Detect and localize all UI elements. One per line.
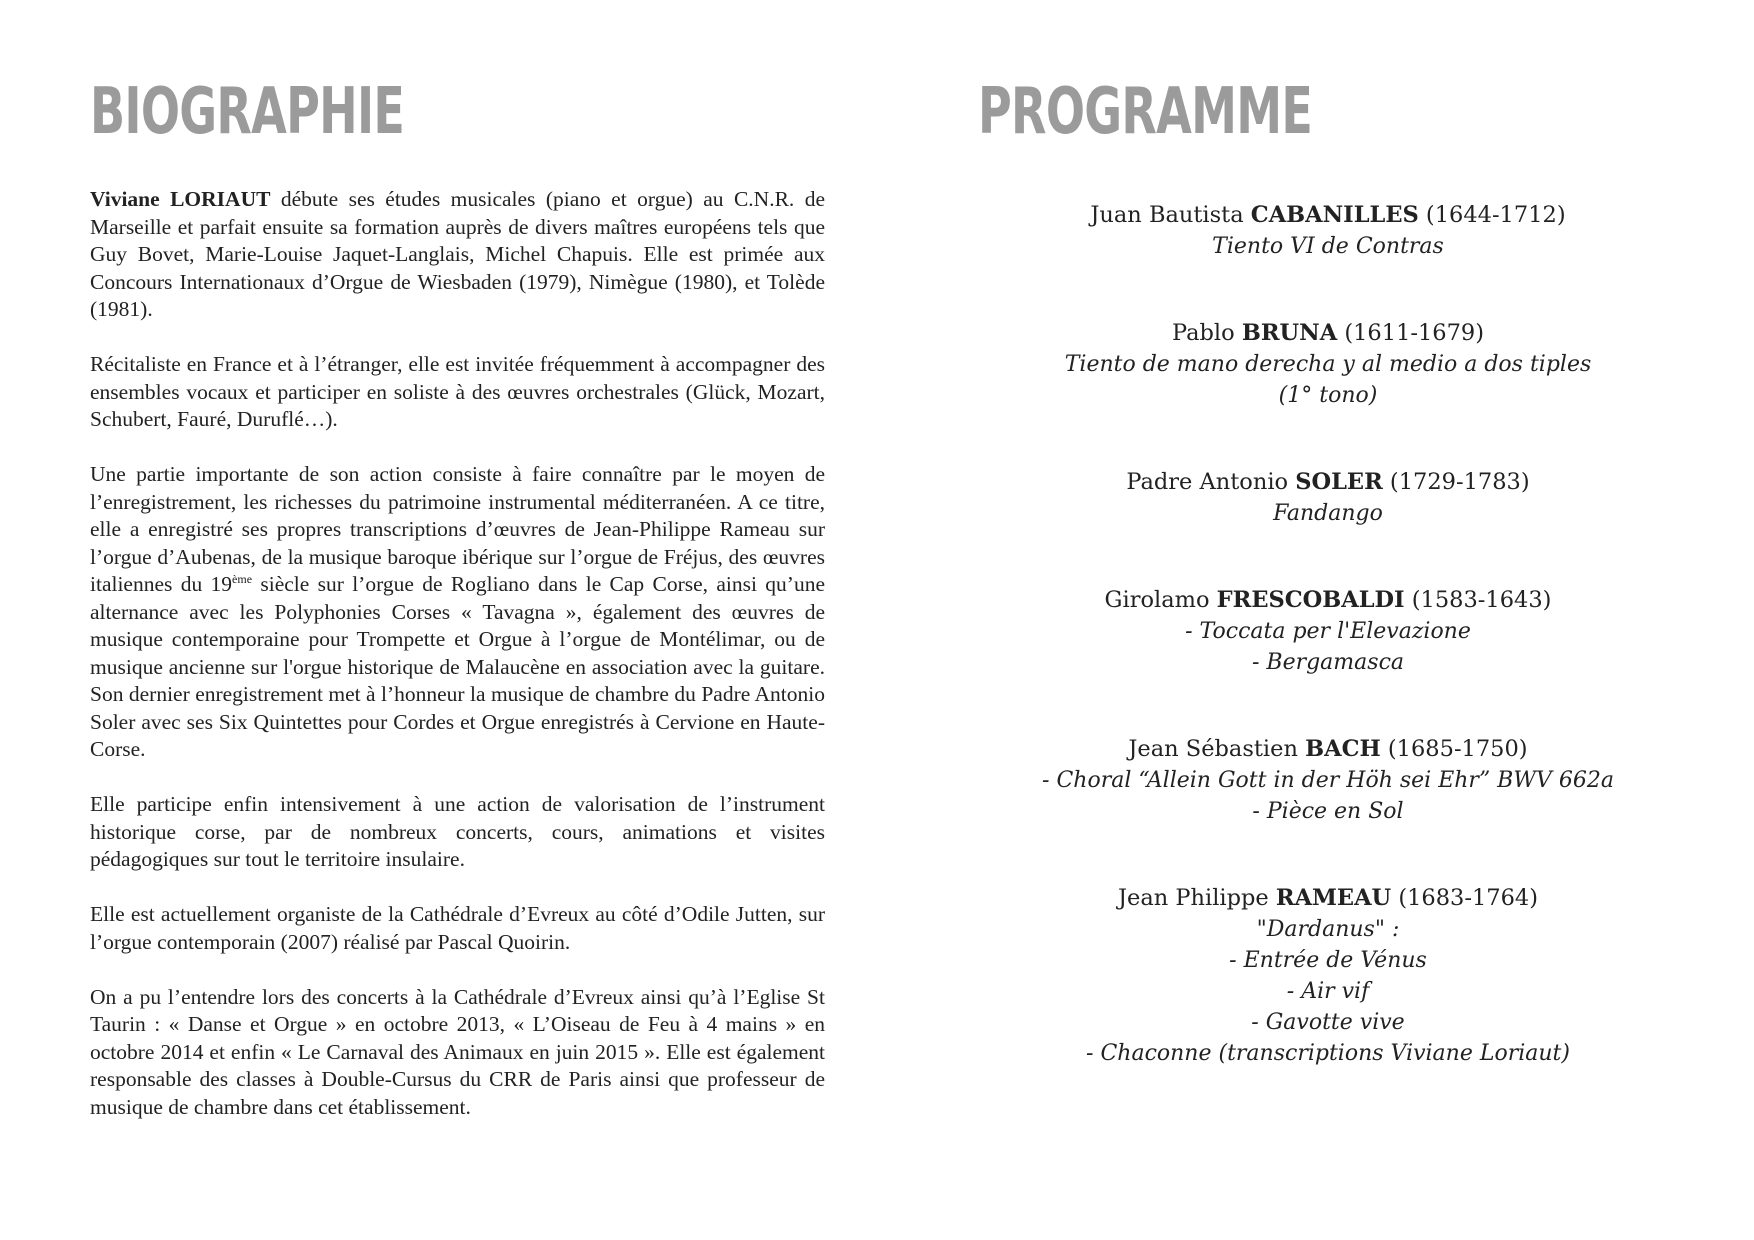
composer-first-name: Jean Philippe [1117, 885, 1276, 911]
composer-first-name: Juan Bautista [1090, 202, 1251, 228]
programme-heading: PROGRAMME [978, 75, 1313, 149]
composer-last-name: SOLER [1295, 469, 1383, 495]
biography-heading: BIOGRAPHIE [90, 75, 405, 149]
programme-entry [978, 200, 1678, 262]
piece-title: - Choral “Allein Gott in der Höh sei Ehr” BWV 662a [1042, 768, 1614, 793]
programme-entry [978, 467, 1678, 529]
composer-dates: (1729-1783) [1382, 469, 1530, 495]
piece-title: Tiento VI de Contras [1212, 234, 1444, 259]
biography-paragraph: Elle est actuellement organiste de la Cathédrale d’Evreux au côté d’Odile Jutten, sur l’orgue contemporain (2007) réalisé par Pascal Quoirin. [90, 902, 825, 954]
composer-first-name: Girolamo [1104, 587, 1217, 613]
biography-paragraph: On a pu l’entendre lors des concerts à la Cathédrale d’Evreux ainsi qu’à l’Eglise St Taurin : « Danse et Orgue » en octobre 2013, « L’Oiseau de Feu à 4 mains » en octobre 2014 et enfin « Le Carnaval des Animaux en juin 2015 ». Elle est également responsable des classes à Double-Cursus du CRR de Paris ainsi que professeur de musique de chambre dans cet établissement. [90, 984, 825, 1119]
biography-column [90, 75, 825, 1149]
programme-entry [978, 734, 1678, 827]
composer-dates: (1583-1643) [1404, 587, 1552, 613]
piece-title: - Air vif [1286, 979, 1370, 1004]
composer-first-name: Jean Sébastien [1128, 736, 1306, 762]
composer-dates: (1611-1679) [1337, 320, 1485, 346]
programme-list [978, 200, 1678, 1069]
programme-entry [978, 585, 1678, 678]
composer-last-name: BRUNA [1241, 320, 1338, 346]
programme-entry [978, 883, 1678, 1069]
composer-first-name: Padre Antonio [1126, 469, 1296, 495]
superscript: ème [232, 571, 253, 586]
composer-dates: (1683-1764) [1391, 885, 1539, 911]
biography-paragraph [90, 186, 825, 324]
piece-title: - Entrée de Vénus [1229, 948, 1427, 973]
biography-paragraph-text: siècle sur l’orgue de Rogliano dans le Cap Corse, ainsi qu’une alternance avec les Polyphonies Corses « Tavagna », également des œuvres de musique contemporaine pour Trompette et Orgue à l’orgue de Montélimar, ou de musique ancienne sur l'orgue historique de Malaucène en association avec la guitare. Son dernier enregistrement met à l’honneur la musique de chambre du Padre Antonio Soler avec ses Six Quintettes pour Cordes et Orgue enregistrés à Cervione en Haute-Corse. [90, 572, 825, 761]
biography-paragraph-text: Une partie importante de son action consiste à faire connaître par le moyen de l’enregistrement, les richesses du patrimoine instrumental méditerranéen. A ce titre, elle a enregistré ses propres transcriptions d’œuvres de Jean-Philippe Rameau sur l’orgue d’Aubenas, de la musique baroque ibérique sur l’orgue de Fréjus, des œuvres italiennes du 19 [90, 462, 825, 596]
composer-line [978, 585, 1678, 616]
composer-line [978, 318, 1678, 349]
composer-line [978, 734, 1678, 765]
piece-title: - Chaconne (transcriptions Viviane Loriaut) [1086, 1041, 1570, 1066]
piece-title: - Toccata per l'Elevazione [1185, 619, 1471, 644]
composer-dates: (1644-1712) [1418, 202, 1566, 228]
composer-line [978, 200, 1678, 231]
composer-line [978, 467, 1678, 498]
piece-title: (1° tono) [1278, 383, 1378, 408]
composer-dates: (1685-1750) [1380, 736, 1528, 762]
piece-title: "Dardanus" : [1256, 917, 1400, 942]
composer-first-name: Pablo [1171, 320, 1242, 346]
biography-paragraph: Récitaliste en France et à l’étranger, elle est invitée fréquemment à accompagner des ensembles vocaux et participer en soliste à des œuvres orchestrales (Glück, Mozart, Schubert, Fauré, Duruflé…). [90, 352, 825, 431]
piece-title: Fandango [1273, 501, 1383, 526]
composer-last-name: CABANILLES [1250, 202, 1419, 228]
artist-name: Viviane LORIAUT [90, 187, 271, 211]
composer-last-name: RAMEAU [1275, 885, 1392, 911]
programme-entry [978, 318, 1678, 411]
composer-line [978, 883, 1678, 914]
piece-title: Tiento de mano derecha y al medio a dos tiples [1064, 352, 1592, 377]
composer-last-name: BACH [1305, 736, 1381, 762]
biography-text [90, 186, 825, 1121]
piece-title: - Pièce en Sol [1252, 799, 1404, 824]
biography-paragraph-text: débute ses études musicales (piano et orgue) au C.N.R. de Marseille et parfait ensuite sa formation auprès de divers maîtres européens tels que Guy Bovet, Marie-Louise Jaquet-Langlais, Michel Chapuis. Elle est primée aux Concours Internationaux d’Orgue de Wiesbaden (1979), Nimègue (1980), et Tolède (1981). [90, 187, 825, 321]
piece-title: - Gavotte vive [1251, 1010, 1405, 1035]
composer-last-name: FRESCOBALDI [1216, 587, 1405, 613]
biography-paragraph: Elle participe enfin intensivement à une action de valorisation de l’instrument historique corse, par de nombreux concerts, cours, animations et visites pédagogiques sur tout le territoire insulaire. [90, 792, 825, 871]
programme-column [978, 75, 1678, 1125]
piece-title: - Bergamasca [1251, 650, 1405, 675]
biography-paragraph [90, 461, 825, 764]
